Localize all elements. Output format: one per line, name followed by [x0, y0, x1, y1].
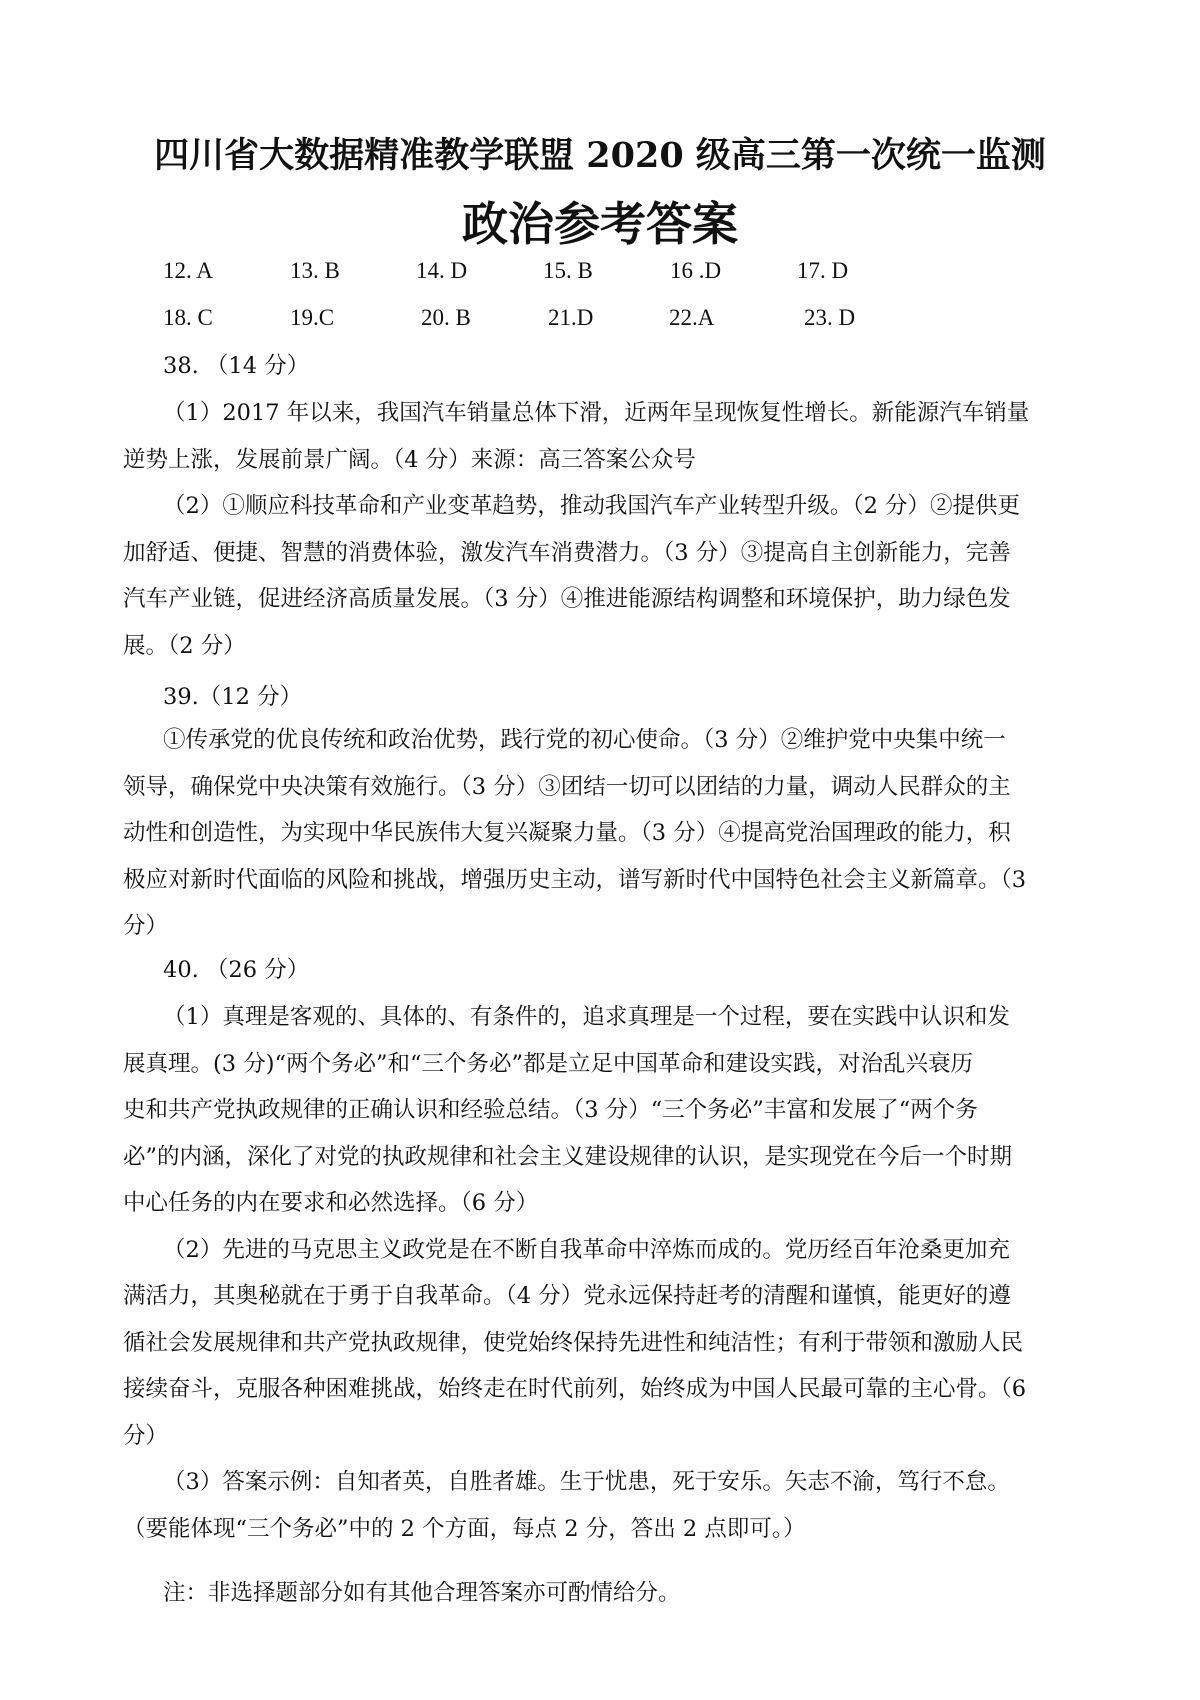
text-line: 展。（2 分） — [123, 632, 246, 659]
text-line: 循社会发展规律和共产党执政规律，使党始终保持先进性和纯洁性；有利于带领和激励人民 — [123, 1329, 1024, 1356]
text-line: 分） — [123, 1422, 169, 1449]
q40-part-2 — [123, 1227, 1098, 1460]
text-line: 必”的内涵，深化了对党的执政规律和社会主义建设规律的认识，是实现党在今后一个时期 — [123, 1143, 1013, 1170]
question-40-answer — [123, 994, 1098, 1552]
text-line: 展真理。(3 分)“两个务必”和“三个务必”都是立足中国革命和建设实践，对治乱兴衰历 — [123, 1050, 974, 1077]
question-39-heading: 39.（12 分） — [163, 684, 303, 710]
question-38-heading: 38. （14 分） — [163, 353, 310, 379]
choice-answer: 19.C — [290, 305, 335, 330]
choice-answer: 15. B — [543, 258, 593, 283]
text-line: （1）真理是客观的、具体的、有条件的，追求真理是一个过程，要在实践中认识和发 — [163, 1004, 1010, 1030]
choice-answer: 23. D — [804, 305, 856, 330]
text-line: 极应对新时代面临的风险和挑战，增强历史主动，谱写新时代中国特色社会主义新篇章。（3 — [123, 866, 1027, 893]
q38-part-2 — [123, 483, 1098, 669]
q40-part-1 — [123, 994, 1098, 1227]
text-line: 史和共产党执政规律的正确认识和经验总结。（3 分）“三个务必”丰富和发展了“两个务 — [123, 1097, 978, 1123]
choice-answer: 22.A — [669, 305, 715, 330]
text-line: 动性和创造性，为实现中华民族伟大复兴凝聚力量。（3 分）④提高党治国理政的能力，积 — [123, 820, 1011, 846]
choice-answer: 14. D — [416, 258, 468, 283]
text-line: 逆势上涨，发展前景广阔。（4 分）来源：高三答案公众号 — [123, 446, 696, 473]
grading-note: 注：非选择题部分如有其他合理答案亦可酌情给分。 — [163, 1580, 681, 1606]
text-line: 加舒适、便捷、智慧的消费体验，激发汽车消费潜力。（3 分）③提高自主创新能力，完善 — [123, 539, 1011, 566]
text-line: （1）2017 年以来，我国汽车销量总体下滑，近两年呈现恢复性增长。新能源汽车销量 — [163, 400, 1030, 426]
text-line: 分） — [123, 913, 169, 939]
text-line: （2）①顺应科技革命和产业变革趋势，推动我国汽车产业转型升级。（2 分）②提供更 — [163, 493, 1021, 519]
q38-part-1 — [123, 390, 1098, 483]
choice-answer: 21.D — [548, 305, 594, 330]
choice-answer: 16 .D — [670, 258, 722, 283]
choice-answer: 12. A — [163, 258, 213, 283]
text-line: 中心任务的内在要求和必然选择。（6 分） — [123, 1190, 539, 1216]
q40-part-3 — [123, 1459, 1098, 1552]
q39-part-1 — [123, 717, 1098, 950]
choice-answers-row-2 — [0, 305, 1200, 345]
text-line: 领导，确保党中央决策有效施行。（3 分）③团结一切可以团结的力量，调动人民群众的主 — [123, 773, 1011, 800]
choice-answers-row-1 — [0, 258, 1200, 298]
text-line: 满活力，其奥秘就在于勇于自我革命。（4 分）党永远保持赶考的清醒和谨慎，能更好的遵 — [123, 1283, 1011, 1309]
question-38-answer — [123, 390, 1098, 669]
text-line: （要能体现“三个务必”中的 2 个方面，每点 2 分，答出 2 点即可。） — [123, 1515, 806, 1542]
choice-answer: 18. C — [163, 305, 213, 330]
choice-answer: 13. B — [290, 258, 340, 283]
question-40-heading: 40. （26 分） — [163, 957, 310, 983]
exam-title: 四川省大数据精准教学联盟 2020 级高三第一次统一监测 — [154, 135, 1046, 176]
page-title: 政治参考答案 — [462, 197, 738, 251]
text-line: ①传承党的优良传统和政治优势，践行党的初心使命。（3 分）②维护党中央集中统一 — [163, 727, 1006, 753]
choice-answer: 17. D — [797, 258, 849, 283]
choice-answer: 20. B — [421, 305, 471, 330]
text-line: （2）先进的马克思主义政党是在不断自我革命中淬炼而成的。党历经百年沧桑更加充 — [163, 1236, 1010, 1263]
text-line: （3）答案示例：自知者英，自胜者雄。生于忧患，死于安乐。矢志不渝，笃行不怠。 — [163, 1469, 1010, 1495]
text-line: 汽车产业链，促进经济高质量发展。（3 分）④推进能源结构调整和环境保护，助力绿色发 — [123, 586, 1011, 612]
text-line: 接续奋斗，克服各种困难挑战，始终走在时代前列，始终成为中国人民最可靠的主心骨。（6 — [123, 1376, 1027, 1402]
question-39-answer — [123, 717, 1098, 950]
